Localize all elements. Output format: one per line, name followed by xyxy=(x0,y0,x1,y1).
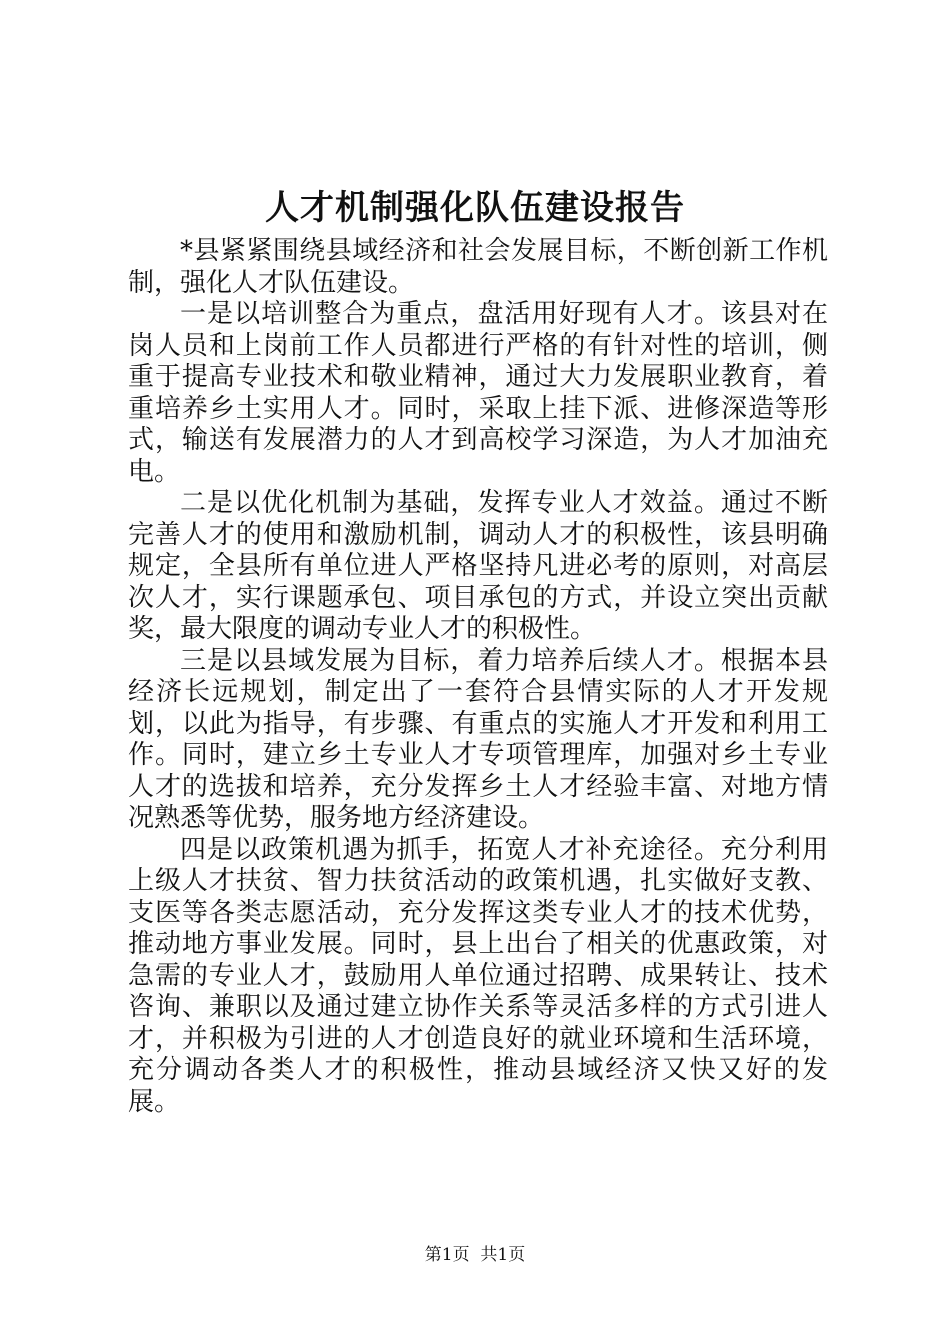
paragraph-policy: 四是以政策机遇为抓手，拓宽人才补充途径。充分利用上级人才扶贫、智力扶贫活动的政策机遇，扎实做好支教、支医等各类志愿活动，充分发挥这类专业人才的技术优势，推动地方事业发展。同时，县上出台了相关的优惠政策，对急需的专业人才，鼓励用人单位通过招聘、成果转让、技术咨询、兼职以及通过建立协作关系等灵活多样的方式引进人才，并积极为引进的人才创造良好的就业环境和生活环境，充分调动各类人才的积极性，推动县域经济又快又好的发展。 xyxy=(128,834,828,1117)
document-body xyxy=(128,236,828,1118)
page-number: 第1页 xyxy=(424,1245,470,1265)
page-footer xyxy=(0,1243,950,1267)
page-total: 共1页 xyxy=(480,1245,526,1265)
paragraph-mechanism: 二是以优化机制为基础，发挥专业人才效益。通过不断完善人才的使用和激励机制，调动人才的积极性，该县明确规定，全县所有单位进人严格坚持凡进必考的原则，对高层次人才，实行课题承包、项目承包的方式，并设立突出贡献奖，最大限度的调动专业人才的积极性。 xyxy=(128,488,828,644)
paragraph-intro: *县紧紧围绕县域经济和社会发展目标，不断创新工作机制，强化人才队伍建设。 xyxy=(128,236,828,298)
paragraph-development: 三是以县域发展为目标，着力培养后续人才。根据本县经济长远规划，制定出了一套符合县情实际的人才开发规划，以此为指导，有步骤、有重点的实施人才开发和利用工作。同时，建立乡土专业人才专项管理库，加强对乡土专业人才的选拔和培养，充分发挥乡土人才经验丰富、对地方情况熟悉等优势，服务地方经济建设。 xyxy=(128,645,828,833)
paragraph-training: 一是以培训整合为重点，盘活用好现有人才。该县对在岗人员和上岗前工作人员都进行严格的有针对性的培训，侧重于提高专业技术和敬业精神，通过大力发展职业教育，着重培养乡土实用人才。同时，采取上挂下派、进修深造等形式，输送有发展潜力的人才到高校学习深造，为人才加油充电。 xyxy=(128,299,828,487)
document-title: 人才机制强化队伍建设报告 xyxy=(265,188,685,228)
